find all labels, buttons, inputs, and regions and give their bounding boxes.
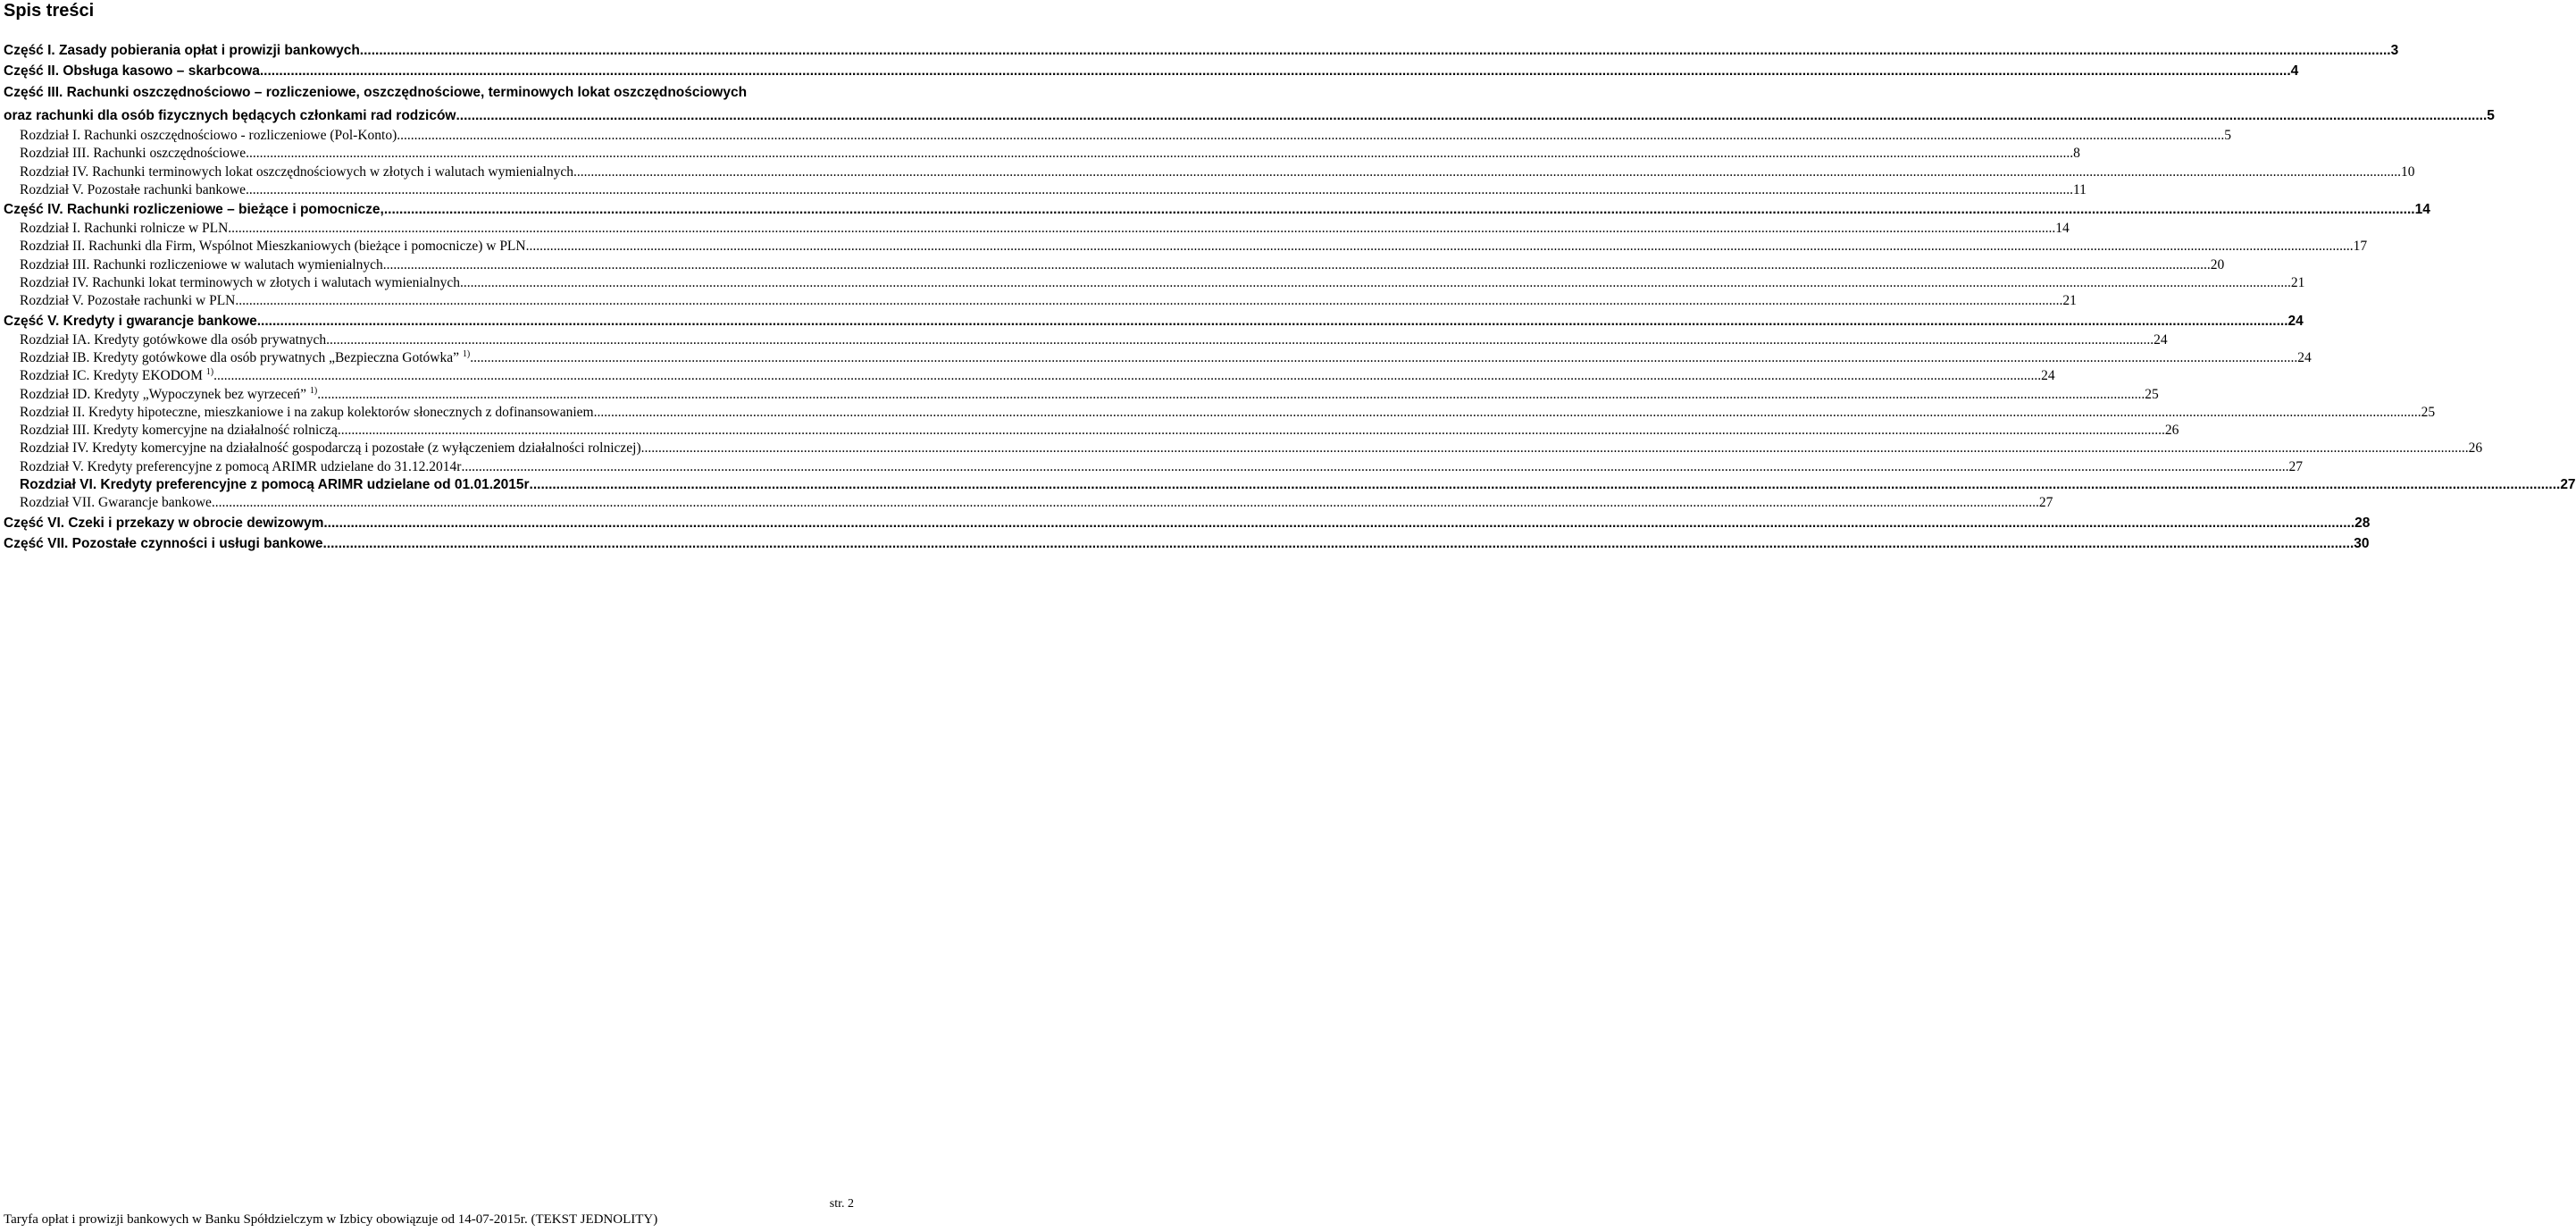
toc-leader-dots bbox=[213, 367, 2041, 385]
toc-leader-dots bbox=[530, 476, 2561, 494]
toc-entry-title: Rozdział VI. Kredyty preferencyjne z pomocą ARIMR udzielane od 01.01.2015r bbox=[20, 477, 530, 493]
toc-entry-part-2[interactable] bbox=[4, 61, 2299, 81]
page-number-label: str. 2 bbox=[829, 1197, 854, 1211]
toc-page-number: 8 bbox=[2073, 146, 2080, 162]
toc-entry-chapter[interactable] bbox=[4, 127, 2231, 145]
footnote-marker: 1) bbox=[309, 385, 318, 396]
toc-entry-title: Rozdział V. Pozostałe rachunki w PLN bbox=[20, 293, 236, 309]
toc-entry-title: Część II. Obsługa kasowo – skarbcowa bbox=[4, 63, 260, 79]
toc-entry-part-1[interactable] bbox=[4, 40, 2399, 61]
toc-entry-chapter[interactable] bbox=[4, 256, 2225, 274]
toc-entry-title: Rozdział I. Rachunki oszczędnościowo - rozliczeniowe (Pol-Konto) bbox=[20, 128, 397, 143]
toc-leader-dots bbox=[338, 422, 2165, 440]
toc-leader-dots bbox=[526, 238, 2354, 256]
toc-entry-chapter[interactable] bbox=[4, 404, 2436, 422]
toc-leader-dots bbox=[470, 349, 2297, 367]
toc-entry-chapter[interactable] bbox=[4, 440, 2483, 457]
toc-entry-title: Rozdział V. Kredyty preferencyjne z pomocą ARIMR udzielane do 31.12.2014r bbox=[20, 458, 462, 474]
toc-page-number: 3 bbox=[2390, 43, 2399, 58]
toc-entry-title: Rozdział II. Kredyty hipoteczne, mieszkaniowe i na zakup kolektorów słonecznych z dofinansowaniem bbox=[20, 404, 594, 420]
toc-entry-part-5[interactable] bbox=[4, 311, 2304, 331]
toc-page-number: 24 bbox=[2297, 349, 2312, 365]
toc-leader-dots bbox=[384, 199, 2415, 220]
toc-page-number: 14 bbox=[2055, 221, 2070, 237]
toc-page-number: 27 bbox=[2560, 477, 2576, 493]
toc-leader-dots bbox=[323, 513, 2354, 533]
toc-entry-title: Rozdział V. Pozostałe rachunki bankowe bbox=[20, 181, 246, 197]
toc-entry-title: Część IV. Rachunki rozliczeniowe – bieżące i pomocnicze, bbox=[4, 202, 384, 218]
toc-entry-chapter[interactable] bbox=[4, 331, 2168, 349]
toc-entry-title: Rozdział IV. Kredyty komercyjne na działalność gospodarczą i pozostałe (z wyłączeniem działalności rolniczej) bbox=[20, 440, 641, 457]
page-footer: Taryfa opłat i prowizji bankowych w Banku Spółdzielczym w Izbicy obowiązuje od 14-07-2015r. (TEKST JEDNOLITY) bbox=[4, 1212, 658, 1227]
toc-entry-part-3[interactable] bbox=[4, 81, 2495, 127]
toc-leader-dots bbox=[228, 220, 2055, 238]
toc-page-number: 25 bbox=[2421, 404, 2436, 420]
toc-page-number: 25 bbox=[2145, 386, 2159, 402]
toc-entry-title: Rozdział III. Kredyty komercyjne na działalność rolniczą bbox=[20, 423, 338, 439]
toc-page-number: 14 bbox=[2414, 202, 2430, 218]
toc-page-number: 26 bbox=[2468, 440, 2483, 457]
toc-page-number: 24 bbox=[2041, 368, 2055, 384]
toc-page-number: 11 bbox=[2072, 181, 2087, 197]
toc-entry-title: Część VI. Czeki i przekazy w obrocie dewizowym bbox=[4, 515, 324, 531]
toc-leader-dots bbox=[360, 40, 2391, 61]
toc-entry-chapter[interactable] bbox=[4, 458, 2303, 476]
toc-leader-dots bbox=[246, 145, 2073, 163]
toc-entry-title: Rozdział IV. Rachunki lokat terminowych w złotych i walutach wymienialnych. bbox=[20, 275, 464, 291]
toc-leader-dots bbox=[397, 127, 2224, 145]
toc-leader-dots bbox=[461, 458, 2288, 476]
toc-entry-title-line1: Część III. Rachunki oszczędnościowo – rozliczeniowe, oszczędnościowe, terminowych lokat oszczędnościowych bbox=[4, 85, 748, 100]
footnote-marker: 1) bbox=[462, 348, 471, 359]
toc-page-number: 28 bbox=[2354, 515, 2371, 531]
toc-leader-dots bbox=[257, 311, 2288, 331]
toc-page-number: 20 bbox=[2210, 256, 2225, 272]
toc-entry-title: Rozdział IB. Kredyty gotówkowe dla osób prywatnych „Bezpieczna Gotówka” bbox=[20, 349, 459, 365]
toc-leader-dots bbox=[317, 386, 2145, 404]
toc-leader-dots bbox=[260, 61, 2291, 81]
toc-page-number: 24 bbox=[2287, 313, 2304, 329]
toc-page-number: 21 bbox=[2290, 275, 2305, 291]
page-title: Spis treści bbox=[4, 1, 95, 21]
toc-entry-title-line2: oraz rachunki dla osób fizycznych będących członkami rad rodziców bbox=[4, 108, 456, 123]
toc-page-number: 30 bbox=[2354, 535, 2370, 551]
toc-entry-chapter[interactable] bbox=[4, 422, 2179, 440]
toc-page-number: 4 bbox=[2290, 63, 2299, 79]
toc-entry-chapter[interactable] bbox=[4, 385, 2159, 404]
toc-entry-chapter[interactable] bbox=[4, 181, 2087, 199]
toc-entry-title: Rozdział VII. Gwarancje bankowe bbox=[20, 495, 212, 511]
toc-leader-dots bbox=[573, 163, 2401, 181]
toc-entry-title: Rozdział I. Rachunki rolnicze w PLN bbox=[20, 221, 229, 237]
toc-page-number: 10 bbox=[2400, 163, 2415, 180]
toc-leader-dots bbox=[322, 533, 2354, 554]
toc-leader-dots bbox=[456, 105, 2487, 127]
toc-entry-title: Część I. Zasady pobierania opłat i prowizji bankowych bbox=[4, 43, 360, 58]
toc-entry-chapter[interactable] bbox=[4, 476, 2576, 494]
toc-page-number: 17 bbox=[2353, 239, 2368, 255]
toc-entry-title: Rozdział IA. Kredyty gotówkowe dla osób prywatnych bbox=[20, 331, 327, 348]
toc-leader-dots bbox=[235, 292, 2062, 310]
toc-page-number: 21 bbox=[2062, 293, 2077, 309]
toc-entry-chapter[interactable] bbox=[4, 238, 2368, 256]
toc-leader-dots bbox=[594, 404, 2421, 422]
toc-leader-dots bbox=[212, 494, 2039, 512]
footnote-marker: 1) bbox=[205, 367, 214, 378]
toc-entry-chapter[interactable] bbox=[4, 274, 2305, 292]
toc-entry-title: Rozdział III. Rachunki oszczędnościowe bbox=[20, 146, 247, 162]
toc-page-number: 27 bbox=[2038, 495, 2053, 511]
toc-entry-chapter[interactable] bbox=[4, 348, 2312, 367]
toc-entry-title: Część V. Kredyty i gwarancje bankowe bbox=[4, 313, 257, 329]
toc-entry-title: Część VII. Pozostałe czynności i usługi bankowe bbox=[4, 535, 323, 551]
toc-entry-title: Rozdział IV. Rachunki terminowych lokat oszczędnościowych w złotych i walutach wymienialnych bbox=[20, 163, 573, 180]
toc-entry-title: Rozdział IC. Kredyty EKODOM bbox=[20, 368, 203, 384]
toc-entry-chapter[interactable] bbox=[4, 163, 2415, 181]
toc-entry-title: Rozdział ID. Kredyty „Wypoczynek bez wyrzeceń” bbox=[20, 386, 306, 402]
toc-entry-chapter[interactable] bbox=[4, 367, 2055, 385]
table-of-contents bbox=[4, 40, 2576, 554]
toc-entry-chapter[interactable] bbox=[4, 145, 2080, 163]
toc-leader-dots bbox=[464, 274, 2291, 292]
toc-entry-part-6[interactable] bbox=[4, 513, 2371, 533]
toc-entry-part-4[interactable] bbox=[4, 199, 2430, 220]
toc-entry-chapter[interactable] bbox=[4, 220, 2070, 238]
toc-entry-title: Rozdział III. Rachunki rozliczeniowe w walutach wymienialnych bbox=[20, 256, 383, 272]
toc-entry-chapter[interactable] bbox=[4, 494, 2053, 512]
toc-leader-dots bbox=[246, 181, 2073, 199]
toc-leader-dots bbox=[326, 331, 2154, 349]
toc-page-number: 5 bbox=[2487, 108, 2495, 123]
toc-leader-dots bbox=[383, 256, 2211, 274]
toc-entry-part-7[interactable] bbox=[4, 533, 2370, 554]
toc-page-number: 24 bbox=[2154, 331, 2168, 348]
toc-page-number: 27 bbox=[2288, 458, 2303, 474]
toc-leader-dots bbox=[641, 440, 2469, 457]
toc-page-number: 26 bbox=[2164, 423, 2179, 439]
toc-entry-chapter[interactable] bbox=[4, 292, 2077, 310]
toc-entry-title: Rozdział II. Rachunki dla Firm, Wspólnot Mieszkaniowych (bieżące i pomocnicze) w PLN bbox=[20, 239, 526, 255]
toc-page-number: 5 bbox=[2224, 128, 2231, 143]
